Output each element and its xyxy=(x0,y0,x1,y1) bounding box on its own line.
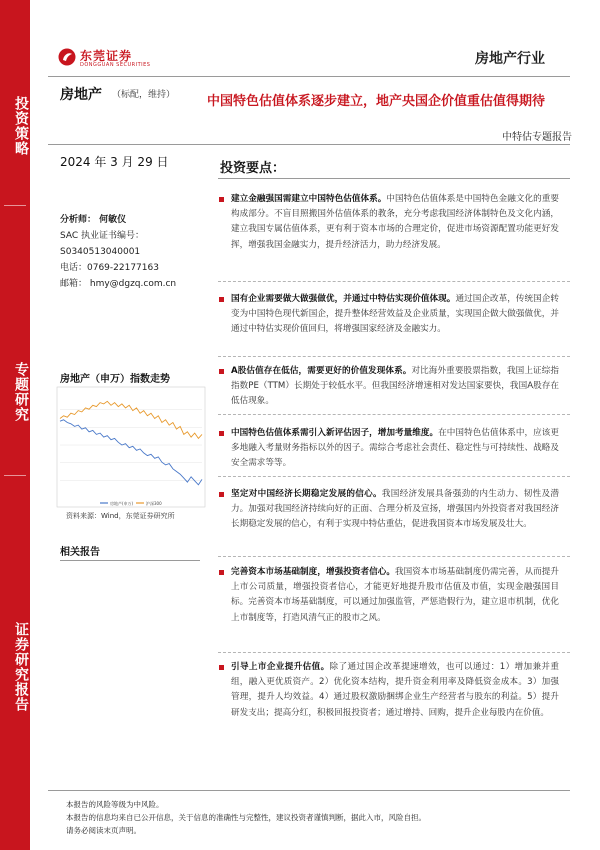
header-divider xyxy=(48,76,570,77)
key-point-body: 除了通过国企改革提速增效，也可以通过：1）增加兼并重组，融入更优质资产。2）优化资本结构，提升资金利用率及降低资金成本。3）加强管理，提升人均效益。4）通过股权激励捆绑企业生产经营者与股东的利益。5）提升研发支出；提高分红，积极回报投资者；通过增持、回购，提升企业每股内在价值。 xyxy=(231,662,559,718)
title-divider xyxy=(48,144,570,145)
key-point-heading: 建立金融强国需建立中国特色估值体系。 xyxy=(231,194,387,204)
bullet-separator xyxy=(218,414,570,415)
brand-name-en: DONGGUAN SECURITIES xyxy=(80,62,151,68)
key-point xyxy=(219,192,559,253)
analyst-name: 分析师： 何敏仪 xyxy=(60,215,127,225)
key-point-body: 在中国特色估值体系中，应该更多地融入考量财务指标以外的因子。需综合考虑社会责任、稳定性与可持续性、战略及安全需求等等。 xyxy=(231,428,559,469)
related-reports-title: 相关报告 xyxy=(60,547,100,558)
bullet-square-icon xyxy=(219,431,224,436)
chart-source: 资料来源：Wind，东莞证券研究所 xyxy=(66,512,175,520)
related-reports-divider xyxy=(60,560,200,561)
key-point-body: 对比海外重要股票指数，我国上证综指指数PE（TTM）长期处于较低水平。但我国经济增速相对发达国家要快，我国A股存在低估现象。 xyxy=(231,366,559,407)
bullet-separator xyxy=(218,556,570,557)
brand-mark-icon xyxy=(58,48,76,66)
key-point xyxy=(219,426,559,472)
brand-logo xyxy=(58,46,158,72)
key-point-heading: A股估值存在低估，需要更好的价值发现体系。 xyxy=(231,366,412,376)
bullet-square-icon xyxy=(219,369,224,374)
sidebar-section-topic: 专题研究 xyxy=(13,362,29,422)
sector-name: 房地产 xyxy=(60,87,102,103)
key-point-heading: 国有企业需要做大做强做优，并通过中特估实现价值体现。 xyxy=(231,294,456,304)
report-date: 2024 年 3 月 29 日 xyxy=(60,155,169,169)
key-point-body: 通过国企改革，传统国企转变为中国特色现代新国企，提升整体经营效益及企业质量，实现国企做大做强做优，并通过中特估实现价值回归，将增强国家经济及金融实力。 xyxy=(231,294,559,335)
bullet-separator xyxy=(218,356,570,357)
chart-legend-label: 沪深300 xyxy=(146,501,162,506)
key-point xyxy=(219,292,559,338)
key-point-body: 我国资本市场基础制度仍需完善，从而提升上市公司质量，增强投资者信心，才能更好地提升股市估值及市值，实现金融强国目标。完善资本市场基础制度，可以通过加强监管，严惩造假行为，建立退市机制，优化上市制度等，打造风清气正的股市之风。 xyxy=(231,567,559,623)
key-point-heading: 坚定对中国经济长期稳定发展的信心。 xyxy=(231,489,382,499)
sidebar-divider xyxy=(4,475,26,476)
report-subtitle: 中特估专题报告 xyxy=(502,132,572,143)
bullet-separator xyxy=(218,281,570,282)
sidebar-divider xyxy=(4,205,26,206)
key-point xyxy=(219,487,559,533)
brand-name-cn: 东莞证券 xyxy=(80,49,133,63)
left-sidebar xyxy=(0,0,30,850)
footer-disclaimer: 本报告的信息均来自已公开信息，关于信息的准确性与完整性，建议投资者谨慎判断，据此入市，风险自担。 xyxy=(66,813,426,822)
key-point xyxy=(219,364,559,410)
footer-notice: 请务必阅读末页声明。 xyxy=(66,826,141,835)
bullet-square-icon xyxy=(219,197,224,202)
key-points-divider xyxy=(218,178,570,179)
chart-title: 房地产（申万）指数走势 xyxy=(60,374,170,385)
sidebar-section-research: 证券研究报告 xyxy=(13,622,29,712)
index-trend-chart xyxy=(56,386,206,508)
chart-legend-label: 房地产(申万) xyxy=(110,501,134,506)
sidebar-section-strategy: 投资策略 xyxy=(13,96,29,156)
analyst-phone: 电话：0769-22177163 xyxy=(60,263,159,273)
key-point-body: 我国经济发展具备强劲的内生动力、韧性及潜力。加强对我国经济持续向好的正面、合理分析及宣扬，增强国内外投资者对我国经济长期稳定发展的信心，有利于实现中特估重估，促进我国资本市场发展及壮大。 xyxy=(231,489,559,530)
footer-risk-level: 本报告的风险等级为中风险。 xyxy=(66,800,164,809)
analyst-cert-label: SAC 执业证书编号： xyxy=(60,231,145,241)
bullet-separator xyxy=(218,652,570,653)
bullet-square-icon xyxy=(219,570,224,575)
key-point-body: 中国特色估值体系是中国特色金融文化的重要构成部分。不盲目照搬国外估值体系的教条，充分考虑我国经济体制特色及文化内涵，建立我国专属估值体系，更有利于资本市场的合理定价，促进市场资源配置功能更好发挥，增强我国金融实力，提升经济活力，助力经济发展。 xyxy=(231,194,559,250)
key-point-heading: 引导上市企业提升估值。 xyxy=(231,662,330,672)
key-points-title: 投资要点： xyxy=(220,161,286,176)
bullet-square-icon xyxy=(219,297,224,302)
footer-divider xyxy=(48,790,570,791)
sector-rating: （标配，维持） xyxy=(112,90,176,100)
key-point xyxy=(219,660,559,721)
analyst-cert-number: S0340513040001 xyxy=(60,247,141,257)
bullet-square-icon xyxy=(219,492,224,497)
bullet-square-icon xyxy=(219,665,224,670)
report-title: 中国特色估值体系逐步建立，地产央国企价值重估值得期待 xyxy=(207,94,546,109)
key-point-heading: 中国特色估值体系需引入新评估因子，增加考量维度。 xyxy=(231,428,439,438)
analyst-email[interactable]: 邮箱： hmy@dgzq.com.cn xyxy=(60,279,177,289)
key-point xyxy=(219,565,559,626)
key-point-heading: 完善资本市场基础制度，增强投资者信心。 xyxy=(231,567,396,577)
industry-label: 房地产行业 xyxy=(475,51,545,67)
bullet-separator xyxy=(218,476,570,477)
